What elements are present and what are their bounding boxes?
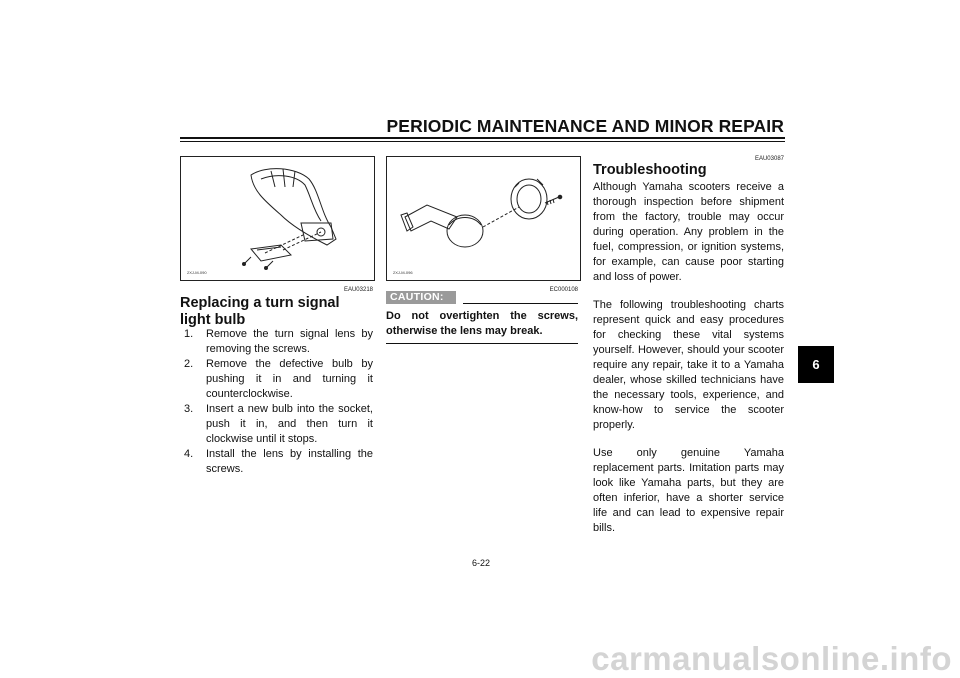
figure-id-label: 2XJ-M-090 [187,270,207,275]
caution-text: Do not overtighten the screws, otherwise the lens may break. [386,310,578,337]
header-rule-thick [180,137,785,139]
step-text: Remove the defective bulb by pushing it in and turning it counterclockwise. [206,358,373,400]
section-code: EAU03218 [343,287,373,293]
step-text: Insert a new bulb into the socket, push it in, and then turn it clockwise until it stops. [206,403,373,445]
troubleshooting-heading: Troubleshooting [593,162,707,178]
list-item [180,327,373,357]
list-item [180,447,373,477]
step-number: 1. [184,328,194,340]
section-heading: Replacing a turn signal light bulb [180,295,340,328]
turn-signal-illustration [181,157,374,280]
bulb-socket-illustration [387,157,580,280]
step-text: Install the lens by installing the screws. [206,448,373,475]
caution-code: EC000108 [549,287,578,293]
watermark: carmanualsonline.info [591,640,952,677]
troubleshooting-code: EAU03087 [754,156,784,162]
chapter-tab: 6 [798,346,834,383]
step-number: 3. [184,403,194,415]
caution-badge: CAUTION: [386,291,456,304]
list-item [180,402,373,447]
step-number: 4. [184,448,194,460]
paragraph: The following troubleshooting charts represent quick and easy procedures for checking these vital systems yourself. However, should your scooter require any repair, take it to a Yamaha dealer, whose skilled technicians have the necessary tools, experience, and know-how to service the scooter properly. [593,299,784,431]
caution-bottom-rule [386,343,578,344]
header-rule-thin [180,141,785,142]
step-number: 2. [184,358,194,370]
caution-rule [463,303,578,304]
page-header-title: PERIODIC MAINTENANCE AND MINOR REPAIR [386,116,784,136]
troubleshooting-body [593,180,784,536]
steps-list [180,327,373,477]
paragraph: Use only genuine Yamaha replacement parts. Imitation parts may look like Yamaha parts, but they are often inferior, have a shorter service life and can lead to expensive repair bills. [593,447,784,534]
page-number: 6-22 [471,558,490,568]
step-text: Remove the turn signal lens by removing the screws. [206,328,373,355]
paragraph: Although Yamaha scooters receive a thorough inspection before shipment from the factory, trouble may occur during operation. Any problem in the fuel, compression, or ignition systems, for example, can cause poor starting and loss of power. [593,181,784,283]
figure-id-label: 2XJ-M-096 [393,270,413,275]
turn-signal-bulb-figure [386,156,581,281]
list-item [180,357,373,402]
turn-signal-lens-figure [180,156,375,281]
